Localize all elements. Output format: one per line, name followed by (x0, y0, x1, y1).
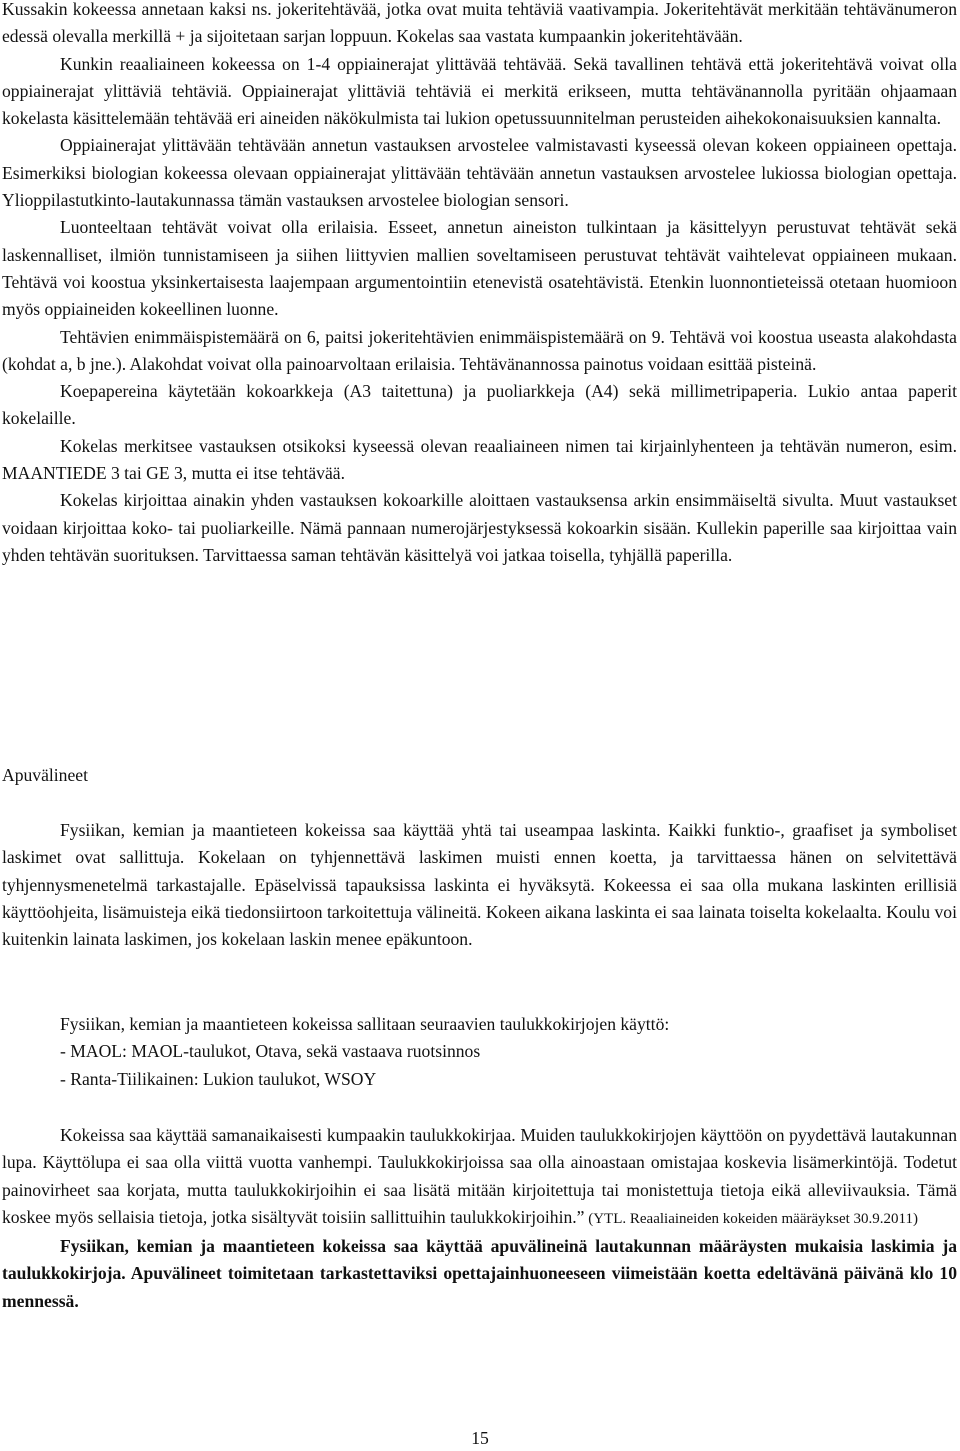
section-heading-block (2, 762, 957, 789)
table-books-intro: Fysiikan, kemian ja maantieteen kokeissa sallitaan seuraavien taulukkokirjojen käyttö: (60, 1014, 670, 1034)
paragraph-exam-papers: Koepapereina käytetään kokoarkkeja (A3 taitettuna) ja puoliarkkeja (A4) sekä millimetripaperia. Lukio antaa paperit kokelaille. (2, 381, 957, 429)
table-books-item-maol: - MAOL: MAOL-taulukot, Otava, sekä vastaava ruotsinnos (60, 1041, 481, 1062)
paragraph-max-points: Tehtävien enimmäispistemäärä on 6, paitsi jokeritehtävien enimmäispistemäärä on 9. Tehtävä voi koostua useasta alakohdasta (kohdat a, b jne.). Alakohdat voivat olla painoarvoltaan erilaisia. Tehtävänannossa painotus voidaan esittää pisteinä. (2, 326, 957, 374)
paragraph-joker-tasks: Kussakin kokeessa annetaan kaksi ns. jokeritehtävää, jotka ovat muita tehtäviä vaativampia. Jokeritehtävät merkitään tehtävänumeron edessä olevalla merkillä + ja sijoitetaan sarjan loppuun. Kokelas saa vastata kumpaankin jokeritehtävään. (2, 0, 957, 47)
section-table-book-rules (2, 1122, 957, 1315)
section-heading: Apuvälineet (2, 765, 88, 785)
paragraph-cross-subject-tasks: Kunkin reaaliaineen kokeessa on 1-4 oppiainerajat ylittävää tehtävää. Sekä tavallinen tehtävä että jokeritehtävä voivat olla oppiainerajat ylittäviä tehtäviä. Oppiainerajat ylittäviä tehtäviä ei merkitä erikseen, mutta tehtävänannolla pyritään ohjaamaan kokelasta käsittelemään tehtävää eri aineiden näkökulmista tai lukion opetussuunnitelman perusteiden aihekokonaisuuksien kannalta. (2, 53, 957, 129)
paragraph-bold-note: Fysiikan, kemian ja maantieteen kokeissa saa käyttää apuvälineinä lautakunnan määräysten mukaisia laskimia ja taulukkokirjoja. Apuvälineet toimitetaan tarkastettaviksi opettajainhuoneeseen viimeistään koetta edeltävänä päivänä klo 10 mennessä. (2, 1236, 957, 1311)
citation: (YTL. Reaaliaineiden kokeiden määräykset 30.9.2011) (584, 1210, 918, 1227)
section-calculators (2, 817, 957, 953)
paragraph-table-book-rules (2, 1122, 957, 1233)
paragraph-cross-subject-grading: Oppiainerajat ylittävään tehtävään annetun vastauksen arvostelee valmistavasti kyseessä olevan kokeen oppiaineen opettaja. Esimerkiksi biologian kokeessa olevaan oppiainerajat ylittävään tehtävään annetun vastauksen arvostelee lukiossa biologian opettaja. Ylioppilastutkinto-lautakunnassa tämän vastauksen arvostelee biologian sensori. (2, 135, 957, 211)
section-exam-rules (2, 0, 957, 569)
section-table-books (2, 1011, 957, 1093)
paragraph-task-types: Luonteeltaan tehtävät voivat olla erilaisia. Esseet, annetun aineiston tulkintaan ja käsittelyyn perustuvat tehtävät sekä laskennalliset, ilmiön tunnistamiseen ja siihen liittyvien mallien soveltamiseen perustuvat tehtävät vaihtelevat oppiaineen mukaan. Tehtävä voi koostua yksinkertaisesta laajempaan argumentointiin etenevistä osatehtävistä. Etenkin luonnontieteissä otetaan huomioon myös oppiaineiden kokeellinen luonne. (2, 217, 957, 320)
paragraph-calculators: Fysiikan, kemian ja maantieteen kokeissa saa käyttää yhtä tai useampaa laskinta. Kaikki funktio-, graafiset ja symboliset laskimet ovat sallittuja. Kokelaan on tyhjennettävä laskimen muisti ennen koetta, ja tarvittaessa hänen on selvitettävä tyhjennysmenetelmä tarkastajalle. Epäselvissä tapauksissa laskinta ei hyväksytä. Kokeessa ei saa olla mukana laskinten erillisiä käyttöohjeita, lisämuisteja eikä tiedonsiirtoon tarkoitettuja välineitä. Kokeen aikana laskinta ei saa lainata toiselta kokelaalta. Koulu voi kuitenkin lainata laskimen, jos kokelaan laskin menee epäkuntoon. (2, 820, 957, 950)
table-book-rules-text: Kokeissa saa käyttää samanaikaisesti kumpaakin taulukkokirjaa. Muiden taulukkokirjojen käyttöön on pyydettävä lautakunnan lupa. Käyttölupa ei saa olla viittä vuotta vanhempi. Taulukkokirjoissa saa olla ainoastaan omistajaa koskevia lisämerkintöjä. Todetut painovirheet saa korjata, mutta taulukkokirjoihin ei saa lisätä mitään kirjoitettuja tai monistettuja tietoja eikä alleviivauksia. Tämä koskee myös sellaisia tietoja, jotka sisältyvät toisiin sallittuihin taulukkokirjoihin. (2, 1125, 957, 1227)
page-number: 15 (471, 1428, 489, 1448)
table-books-item-ranta: - Ranta-Tiilikainen: Lukion taulukot, WSOY (60, 1068, 377, 1089)
closing-quote-mark: ” (576, 1206, 585, 1227)
paragraph-answer-title: Kokelas merkitsee vastauksen otsikoksi kyseessä olevan reaaliaineen nimen tai kirjainlyhenteen ja tehtävän numeron, esim. MAANTIEDE 3 tai GE 3, mutta ei itse tehtävää. (2, 435, 957, 484)
paragraph-answer-sheets: Kokelas kirjoittaa ainakin yhden vastauksen kokoarkille aloittaen vastauksensa arkin ensimmäiseltä sivulta. Muut vastaukset voidaan kirjoittaa koko- tai puoliarkeille. Nämä pannaan numerojärjestyksessä kokoarkin sisään. Kullekin paperille saa kirjoittaa vain yhden tehtävän suorituksen. Tarvittaessa saman tehtävän käsittelyä voi jatkaa toisella, tyhjällä paperilla. (2, 490, 957, 565)
